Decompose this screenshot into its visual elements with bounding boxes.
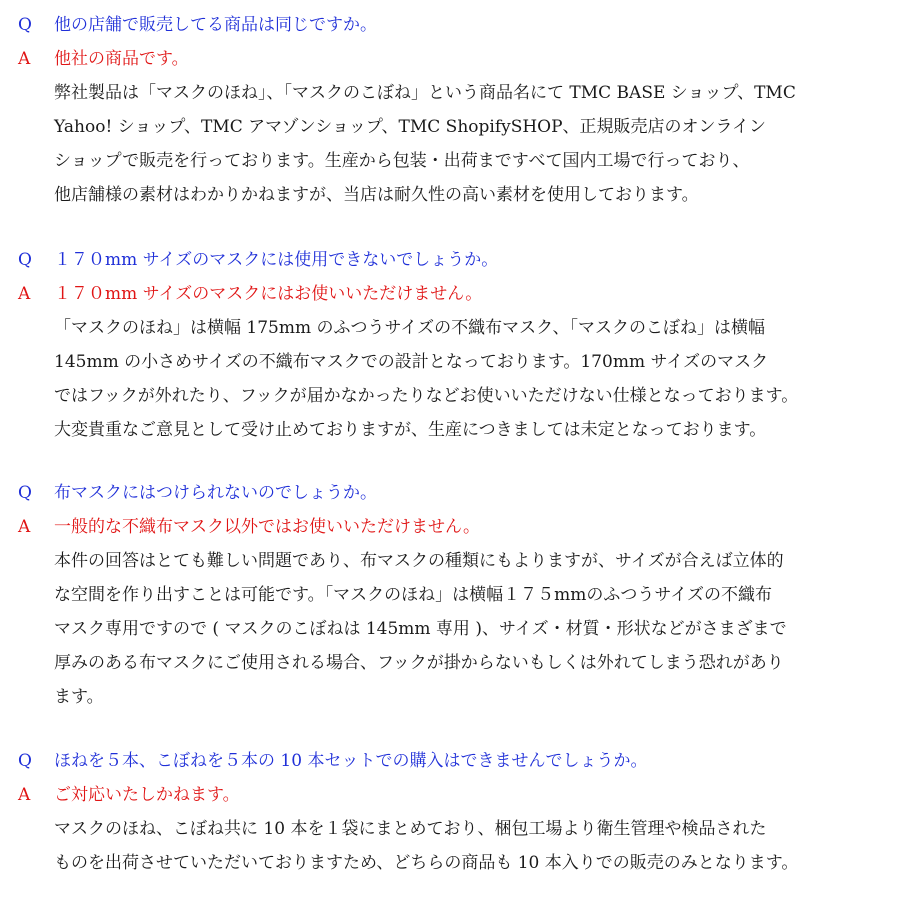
- answer-headline: １７０mm サイズのマスクにはお使いいただけません。: [54, 284, 483, 304]
- question-mark: Q: [18, 15, 32, 35]
- faq-item-2: [0, 243, 900, 447]
- answer-body-text: 本件の回答はとても難しい問題であり、布マスクの種類にもよりますが、サイズが合えば立体的: [54, 551, 784, 571]
- answer-row: [0, 510, 900, 544]
- answer-body-line: [0, 646, 900, 680]
- answer-body-line: [0, 379, 900, 413]
- question-mark: Q: [18, 751, 32, 771]
- question-mark: Q: [18, 483, 32, 503]
- answer-body-text: ではフックが外れたり、フックが届かなかったりなどお使いいただけない仕様となっております。: [54, 386, 799, 406]
- answer-body-line: [0, 345, 900, 379]
- answer-body-text: Yahoo! ショップ、TMC アマゾンショップ、TMC ShopifySHOP、正規販売店のオンライン: [54, 117, 767, 137]
- answer-body-line: [0, 178, 900, 212]
- question-text: ほねを５本、こぼねを５本の 10 本セットでの購入はできませんでしょうか。: [54, 751, 648, 771]
- answer-headline: 一般的な不織布マスク以外ではお使いいただけません。: [54, 517, 481, 537]
- answer-body-text: ます。: [54, 687, 104, 707]
- question-mark: Q: [18, 250, 32, 270]
- answer-body-line: [0, 680, 900, 714]
- faq-item-1: [0, 8, 900, 212]
- answer-row: [0, 42, 900, 76]
- answer-headline: 他社の商品です。: [54, 49, 189, 69]
- answer-row: [0, 778, 900, 812]
- answer-body-line: [0, 110, 900, 144]
- answer-body-line: [0, 76, 900, 110]
- question-row: [0, 8, 900, 42]
- question-text: 他の店舗で販売してる商品は同じですか。: [54, 15, 377, 35]
- answer-mark: A: [18, 517, 31, 537]
- answer-body-text: 厚みのある布マスクにご使用される場合、フックが掛からないもしくは外れてしまう恐れがあり: [54, 653, 784, 673]
- faq-item-4: [0, 744, 900, 880]
- answer-body-line: [0, 544, 900, 578]
- question-text: 布マスクにはつけられないのでしょうか。: [54, 483, 377, 503]
- answer-body-text: 弊社製品は「マスクのほね」、「マスクのこぼね」という商品名にて TMC BASE ショップ、TMC: [54, 83, 796, 103]
- answer-body-line: [0, 413, 900, 447]
- answer-body-text: な空間を作り出すことは可能です。「マスクのほね」は横幅１７５mmのふつうサイズの不織布: [54, 585, 773, 605]
- answer-body-text: マスク専用ですので ( マスクのこぼねは 145mm 専用 )、サイズ・材質・形状などがさまざまで: [54, 619, 787, 639]
- answer-body-text: 145mm の小さめサイズの不織布マスクでの設計となっております。170mm サイズのマスク: [54, 352, 769, 372]
- question-text: １７０mm サイズのマスクには使用できないでしょうか。: [54, 250, 499, 270]
- answer-body-text: 他店舗様の素材はわかりかねますが、当店は耐久性の高い素材を使用しております。: [54, 185, 699, 205]
- answer-mark: A: [18, 49, 31, 69]
- answer-body-line: [0, 311, 900, 345]
- answer-mark: A: [18, 284, 31, 304]
- answer-body-line: [0, 846, 900, 880]
- answer-body-text: ショップで販売を行っております。生産から包装・出荷まですべて国内工場で行っており、: [54, 151, 750, 171]
- answer-row: [0, 277, 900, 311]
- answer-body-line: [0, 578, 900, 612]
- answer-body-text: 大変貴重なご意見として受け止めておりますが、生産につきましては未定となっております。: [54, 420, 767, 440]
- answer-headline: ご対応いたしかねます。: [54, 785, 240, 805]
- answer-body-line: [0, 144, 900, 178]
- question-row: [0, 243, 900, 277]
- answer-body-line: [0, 612, 900, 646]
- answer-body-text: マスクのほね、こぼね共に 10 本を１袋にまとめており、梱包工場より衛生管理や検品された: [54, 819, 767, 839]
- answer-body-line: [0, 812, 900, 846]
- faq-item-3: [0, 476, 900, 714]
- answer-body-text: ものを出荷させていただいておりますため、どちらの商品も 10 本入りでの販売のみとなります。: [54, 853, 799, 873]
- answer-body-text: 「マスクのほね」は横幅 175mm のふつうサイズの不織布マスク、「マスクのこぼね」は横幅: [54, 318, 765, 338]
- answer-mark: A: [18, 785, 31, 805]
- question-row: [0, 476, 900, 510]
- question-row: [0, 744, 900, 778]
